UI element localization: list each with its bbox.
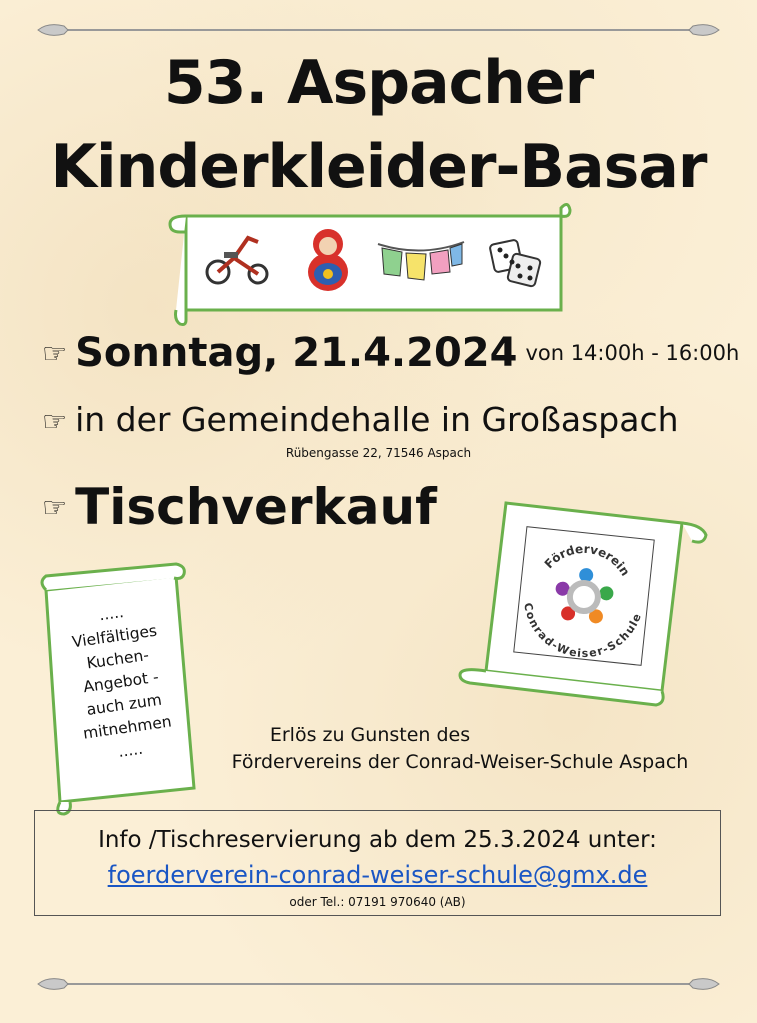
cake-line-3: Angebot - xyxy=(82,667,160,697)
event-date: Sonntag, 21.4.2024 xyxy=(75,330,518,376)
tricycle-icon xyxy=(204,224,272,294)
proceeds-line-1: Erlös zu Gunsten des xyxy=(269,724,471,746)
email-link[interactable]: foerderverein-conrad-weiser-schule@gmx.de xyxy=(107,861,648,889)
info-text: Info /Tischreservierung ab dem 25.3.2024 unter: xyxy=(98,827,657,853)
cake-line-4: auch zum xyxy=(85,690,163,719)
cake-line-5: mitnehmen xyxy=(81,712,173,743)
date-line xyxy=(42,330,739,376)
pointing-hand-icon: ☞ xyxy=(42,405,68,438)
page-title-line2: Kinderkleider-Basar xyxy=(50,132,707,202)
clothesline-icon xyxy=(376,224,466,294)
location-line xyxy=(42,400,679,439)
cake-dots-top: ..... xyxy=(97,603,125,625)
bottom-divider xyxy=(36,974,721,994)
cake-line-2: Kuchen- xyxy=(85,645,150,673)
page-title-line1: 53. Aspacher xyxy=(163,48,594,118)
sales-type: Tischverkauf xyxy=(75,478,437,536)
phone-text: oder Tel.: 07191 970640 (AB) xyxy=(289,895,466,909)
event-address: Rübengasse 22, 71546 Aspach xyxy=(285,446,472,460)
proceeds-line-2: Fördervereins der Conrad-Weiser-Schule Aspach xyxy=(231,751,689,773)
logo-text-bottom: Conrad-Weiser-Schule xyxy=(521,601,644,661)
dice-icon xyxy=(482,224,550,294)
sales-type-line xyxy=(42,478,437,536)
cake-line-1: Vielfältiges xyxy=(70,621,159,652)
icons-scroll-banner xyxy=(166,198,576,326)
top-divider xyxy=(36,20,721,40)
cake-dots-bottom: ..... xyxy=(117,739,144,761)
pointing-hand-icon: ☞ xyxy=(42,490,68,524)
foerderverein-logo xyxy=(512,524,657,667)
cake-offer-text xyxy=(55,595,186,770)
logo-scroll xyxy=(456,495,710,711)
event-time: von 14:00h - 16:00h xyxy=(525,341,740,365)
matryoshka-doll-icon xyxy=(294,224,362,294)
pointing-hand-icon: ☞ xyxy=(42,336,68,370)
info-box xyxy=(34,810,721,916)
logo-text-top: Förderverein xyxy=(541,541,633,579)
cake-offer-scroll xyxy=(36,562,196,817)
event-location: in der Gemeindehalle in Großaspach xyxy=(75,400,679,439)
